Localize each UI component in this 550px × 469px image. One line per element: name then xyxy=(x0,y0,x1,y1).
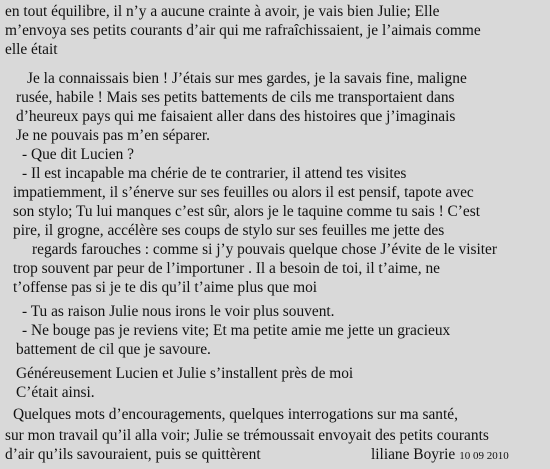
text-line: Je ne pouvais pas m’en séparer. xyxy=(16,127,211,144)
text-line: - Tu as raison Julie nous irons le voir plus souvent. xyxy=(22,303,335,320)
text-line: en tout équilibre, il n’y a aucune crainte à avoir, je vais bien Julie; Elle xyxy=(5,3,440,20)
text-line: - Il est incapable ma chérie de te contrarier, il attend tes visites xyxy=(22,165,407,182)
text-line: trop souvent par peur de l’importuner . Il a besoin de toi, il t’aime, ne xyxy=(13,260,440,277)
text-line: Je la connaissais bien ! J’étais sur mes gardes, je la savais fine, maligne xyxy=(27,70,467,87)
text-line: son stylo; Tu lui manques c’est sûr, alors je le taquine comme tu sais ! C’est xyxy=(13,203,481,220)
signature: liliane Boyrie xyxy=(371,446,456,463)
text-line: m’envoya ses petits courants d’air qui me rafraîchissaient, je l’aimais comme xyxy=(5,22,481,39)
date: 10 09 2010 xyxy=(459,450,509,462)
text-line: d’air qu’ils savouraient, puis se quittèrent xyxy=(5,446,261,463)
text-line: C’était ainsi. xyxy=(16,384,95,401)
text-line: pire, il grogne, accélère ses coups de stylo sur ses feuilles me jette des xyxy=(13,222,445,239)
text-line: regards farouches : comme si j’y pouvais quelque chose J’évite de le visiter xyxy=(32,241,497,258)
text-line: Quelques mots d’encouragements, quelques interrogations sur ma santé, xyxy=(13,406,458,423)
text-line: t’offense pas si je te dis qu’il t’aime plus que moi xyxy=(13,279,318,296)
text-line: - Que dit Lucien ? xyxy=(22,146,134,163)
text-line: impatiemment, il s’énerve sur ses feuilles ou alors il est pensif, tapote avec xyxy=(13,184,474,201)
signature-block xyxy=(371,446,509,465)
text-line: - Ne bouge pas je reviens vite; Et ma petite amie me jette un gracieux xyxy=(22,322,451,339)
text-line: elle était xyxy=(5,41,58,58)
text-line: Généreusement Lucien et Julie s’installent près de moi xyxy=(16,365,354,382)
text-line: sur mon travail qu’il alla voir; Julie se trémoussait envoyait des petits courants xyxy=(5,427,489,444)
text-line: battement de cil que je savoure. xyxy=(16,341,211,358)
text-line: rusée, habile ! Mais ses petits battements de cils me transportaient dans xyxy=(16,89,455,106)
text-line: d’heureux pays qui me faisaient aller dans des histoires que j’imaginais xyxy=(16,108,456,125)
